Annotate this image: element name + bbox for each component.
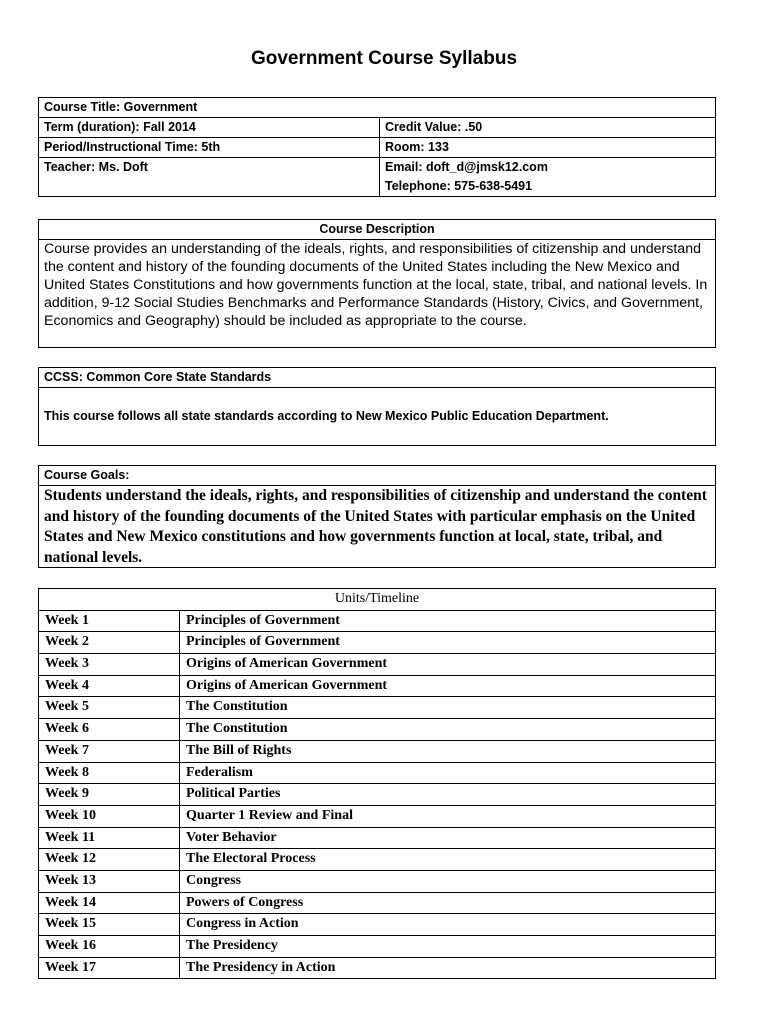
room-cell: Room: 133 bbox=[380, 138, 716, 158]
unit-week: Week 6 bbox=[39, 719, 180, 741]
term-row bbox=[39, 118, 716, 138]
unit-topic: Origins of American Government bbox=[180, 675, 716, 697]
course-description-box bbox=[38, 219, 716, 348]
unit-week: Week 8 bbox=[39, 762, 180, 784]
unit-topic: Voter Behavior bbox=[180, 827, 716, 849]
period-row bbox=[39, 138, 716, 158]
unit-topic: Powers of Congress bbox=[180, 892, 716, 914]
unit-topic: The Constitution bbox=[180, 719, 716, 741]
unit-row bbox=[39, 675, 716, 697]
unit-week: Week 5 bbox=[39, 697, 180, 719]
period-cell: Period/Instructional Time: 5th bbox=[39, 138, 380, 158]
unit-week: Week 2 bbox=[39, 632, 180, 654]
teacher-cell: Teacher: Ms. Doft bbox=[39, 158, 380, 197]
credit-cell: Credit Value: .50 bbox=[380, 118, 716, 138]
unit-row bbox=[39, 849, 716, 871]
course-description-header: Course Description bbox=[39, 220, 715, 240]
page-title: Government Course Syllabus bbox=[250, 48, 518, 69]
course-goals-text: Students understand the ideals, rights, and responsibilities of citizenship and understand the content and history of the founding documents of the United States with particular emphasis on the United States and New Mexico constitutions and how governments function at local, state, tribal, and national levels. bbox=[44, 487, 707, 566]
unit-week: Week 15 bbox=[39, 914, 180, 936]
course-info-table bbox=[38, 97, 716, 197]
unit-row bbox=[39, 870, 716, 892]
unit-week: Week 1 bbox=[39, 610, 180, 632]
units-header-row bbox=[39, 589, 716, 611]
course-title-row bbox=[39, 98, 716, 118]
unit-row bbox=[39, 654, 716, 676]
unit-topic: Congress in Action bbox=[180, 914, 716, 936]
unit-row bbox=[39, 632, 716, 654]
unit-topic: The Bill of Rights bbox=[180, 740, 716, 762]
unit-topic: Quarter 1 Review and Final bbox=[180, 805, 716, 827]
unit-topic: The Presidency bbox=[180, 936, 716, 958]
units-header: Units/Timeline bbox=[39, 589, 716, 611]
unit-row bbox=[39, 805, 716, 827]
unit-row bbox=[39, 892, 716, 914]
unit-topic: Political Parties bbox=[180, 784, 716, 806]
course-goals-header: Course Goals: bbox=[39, 466, 715, 486]
unit-week: Week 7 bbox=[39, 740, 180, 762]
ccss-header: CCSS: Common Core State Standards bbox=[39, 368, 715, 388]
email-text: Email: doft_d@jmsk12.com bbox=[385, 160, 548, 174]
units-timeline-table bbox=[38, 588, 716, 979]
unit-topic: Origins of American Government bbox=[180, 654, 716, 676]
ccss-text: This course follows all state standards according to New Mexico Public Education Department. bbox=[44, 409, 609, 423]
unit-week: Week 16 bbox=[39, 936, 180, 958]
course-title-cell: Course Title: Government bbox=[39, 98, 716, 118]
unit-topic: The Electoral Process bbox=[180, 849, 716, 871]
unit-week: Week 4 bbox=[39, 675, 180, 697]
telephone-text: Telephone: 575-638-5491 bbox=[385, 179, 533, 193]
ccss-box bbox=[38, 367, 716, 446]
unit-row bbox=[39, 914, 716, 936]
course-description-text: Course provides an understanding of the ideals, rights, and responsibilities of citizenship and understand the content and history of the founding documents of the United States including the New Mexico and United States Constitutions and how governments function at the local, state, tribal, and national levels. In addition, 9-12 Social Studies Benchmarks and Performance Standards (History, Civics, and Government, Economics and Geography) should be included as appropriate to the course. bbox=[44, 241, 708, 329]
unit-topic: Principles of Government bbox=[180, 632, 716, 654]
unit-row bbox=[39, 957, 716, 979]
term-cell: Term (duration): Fall 2014 bbox=[39, 118, 380, 138]
unit-row bbox=[39, 610, 716, 632]
unit-row bbox=[39, 784, 716, 806]
unit-row bbox=[39, 762, 716, 784]
unit-week: Week 12 bbox=[39, 849, 180, 871]
unit-topic: Principles of Government bbox=[180, 610, 716, 632]
unit-topic: Federalism bbox=[180, 762, 716, 784]
unit-topic: The Constitution bbox=[180, 697, 716, 719]
unit-topic: The Presidency in Action bbox=[180, 957, 716, 979]
unit-row bbox=[39, 719, 716, 741]
course-goals-box bbox=[38, 465, 716, 568]
unit-week: Week 13 bbox=[39, 870, 180, 892]
unit-topic: Congress bbox=[180, 870, 716, 892]
unit-row bbox=[39, 740, 716, 762]
teacher-row bbox=[39, 158, 716, 197]
unit-week: Week 9 bbox=[39, 784, 180, 806]
unit-row bbox=[39, 827, 716, 849]
unit-row bbox=[39, 697, 716, 719]
contact-cell bbox=[380, 158, 716, 197]
unit-row bbox=[39, 936, 716, 958]
unit-week: Week 10 bbox=[39, 805, 180, 827]
unit-week: Week 17 bbox=[39, 957, 180, 979]
unit-week: Week 11 bbox=[39, 827, 180, 849]
unit-week: Week 3 bbox=[39, 654, 180, 676]
unit-week: Week 14 bbox=[39, 892, 180, 914]
